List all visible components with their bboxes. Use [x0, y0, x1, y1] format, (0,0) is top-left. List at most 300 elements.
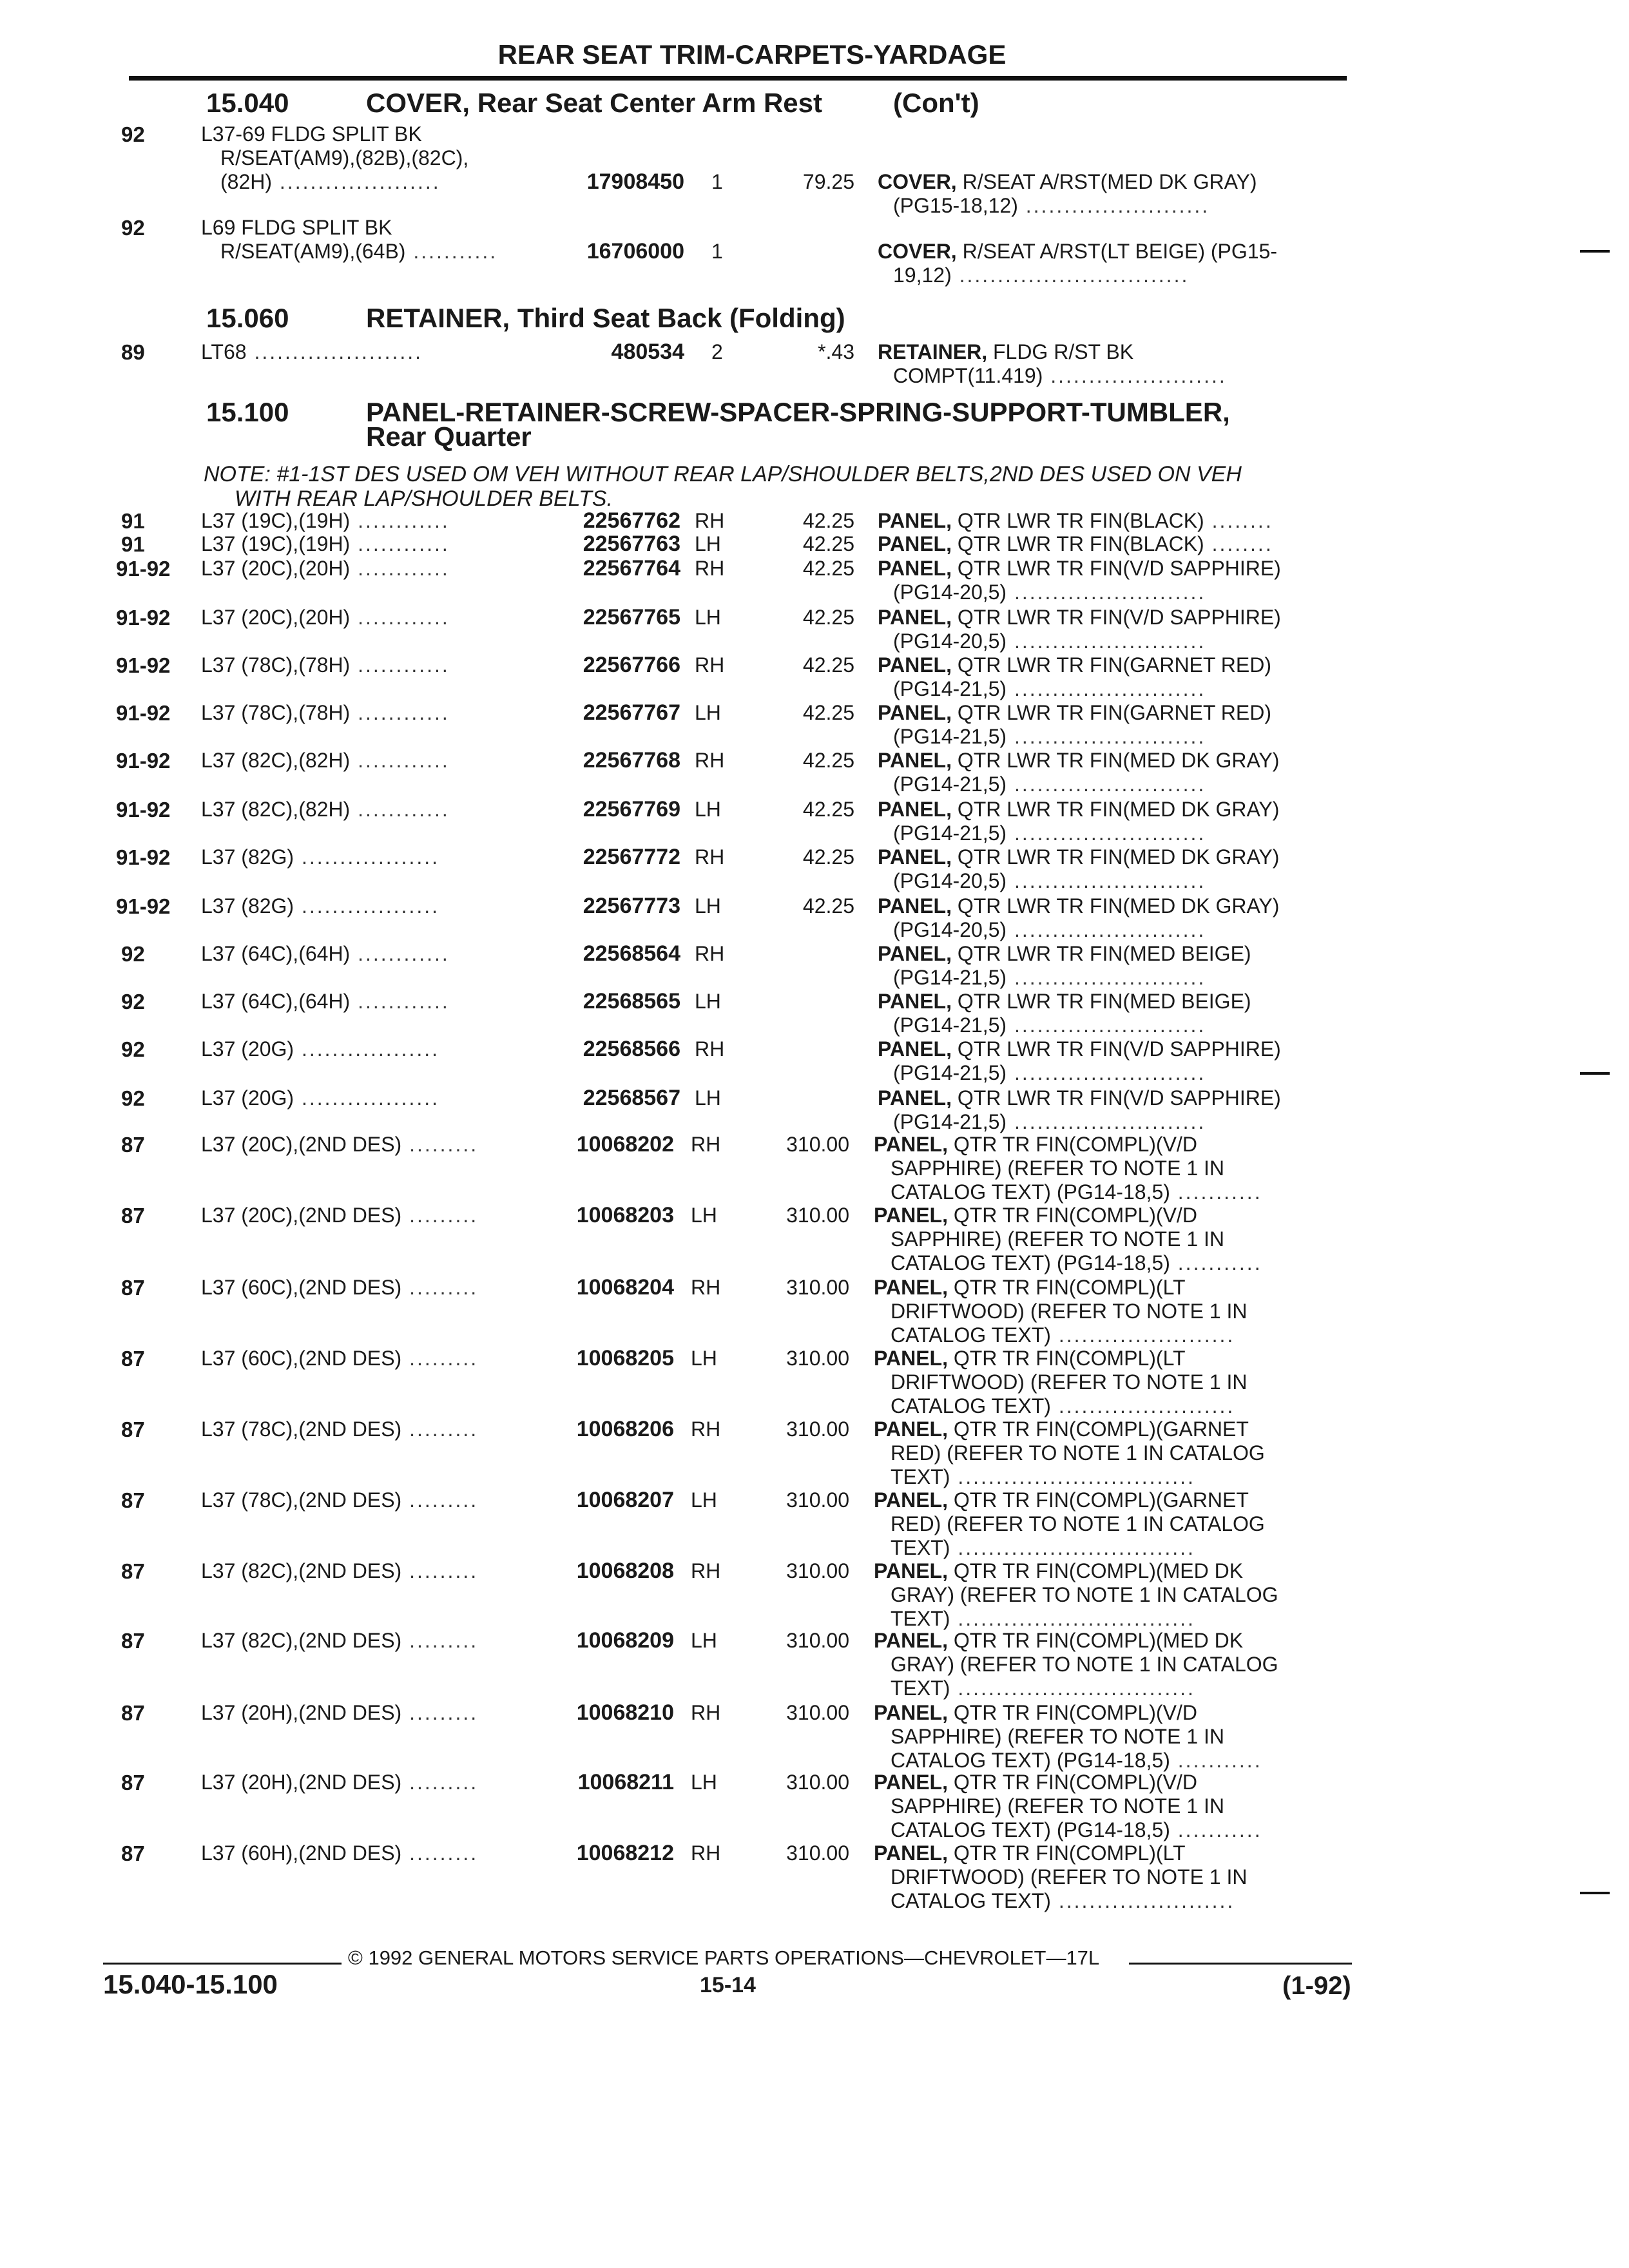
leader-dots: .......................: [1050, 1889, 1235, 1912]
usage-description: [201, 216, 497, 264]
part-number: 10068204: [576, 1275, 674, 1300]
illustration-number: 91-92: [116, 653, 171, 677]
section-title: COVER, Rear Seat Center Arm Rest: [366, 88, 823, 118]
usage-text: L37 (78C),(2ND DES): [201, 1488, 402, 1512]
usage-text: L37 (19C),(19H): [201, 532, 351, 555]
price: 310.00: [786, 1276, 849, 1299]
part-number: 10068202: [576, 1132, 674, 1157]
part-noun: RETAINER,: [878, 340, 988, 363]
part-number: 16706000: [586, 239, 684, 264]
leader-dots: ...............................: [950, 1465, 1195, 1488]
part-number: 10068211: [577, 1770, 674, 1794]
part-description: [874, 1559, 1349, 1631]
description-text: (PG14-20,5): [893, 869, 1007, 892]
price: 310.00: [786, 1133, 849, 1156]
part-noun: PANEL,: [878, 653, 952, 677]
quantity: RH: [695, 749, 725, 772]
illustration-number: 91: [121, 509, 145, 533]
part-noun: PANEL,: [874, 1133, 948, 1156]
leader-dots: ..................: [294, 845, 439, 869]
part-number: 22567768: [583, 748, 680, 773]
usage-description: [201, 122, 468, 194]
part-description: [878, 340, 1353, 388]
leader-dots: ........: [1204, 532, 1273, 555]
usage-description: [201, 1771, 478, 1794]
quantity: RH: [695, 557, 725, 580]
usage-description: [201, 509, 450, 533]
description-text: DRIFTWOOD) (REFER TO NOTE 1 IN: [891, 1300, 1248, 1323]
margin-mark: [1580, 250, 1610, 253]
description-text: QTR LWR TR FIN(MED DK GRAY): [957, 845, 1280, 869]
footer-date: (1-92): [1282, 1972, 1351, 2000]
part-description: [878, 942, 1353, 990]
leader-dots: ............: [350, 532, 450, 555]
part-description: [874, 1841, 1349, 1913]
usage-text: L37 (82C),(2ND DES): [201, 1629, 402, 1652]
illustration-number: 87: [121, 1418, 145, 1441]
leader-dots: .........: [401, 1841, 479, 1865]
usage-description: [201, 532, 450, 556]
illustration-number: 87: [121, 1488, 145, 1512]
part-description: [874, 1204, 1349, 1275]
description-text: QTR TR FIN(COMPL)(MED DK: [953, 1629, 1244, 1652]
usage-text: L37 (60H),(2ND DES): [201, 1841, 402, 1865]
leader-dots: .........................: [1007, 677, 1206, 700]
margin-mark: [1580, 1892, 1610, 1894]
illustration-number: 91-92: [116, 749, 171, 773]
price: 42.25: [802, 798, 854, 821]
price: 42.25: [802, 606, 854, 629]
leader-dots: .........: [401, 1701, 479, 1724]
description-text: QTR TR FIN(COMPL)(V/D: [953, 1701, 1197, 1724]
section-15-060: [206, 303, 845, 334]
illustration-number: 87: [121, 1204, 145, 1227]
illustration-number: 87: [121, 1771, 145, 1794]
description-text: SAPPHIRE) (REFER TO NOTE 1 IN: [891, 1227, 1225, 1251]
usage-description: [201, 606, 450, 629]
description-text: QTR LWR TR FIN(BLACK): [957, 509, 1204, 532]
illustration-number: 92: [121, 1037, 145, 1061]
part-noun: PANEL,: [878, 990, 952, 1013]
illustration-number: 92: [121, 1086, 145, 1110]
part-number: 22567762: [583, 508, 680, 533]
part-number: 10068203: [576, 1203, 674, 1227]
leader-dots: ...........: [1170, 1180, 1262, 1204]
note-line: WITH REAR LAP/SHOULDER BELTS.: [235, 486, 613, 511]
leader-dots: .......................: [1050, 1323, 1235, 1347]
quantity: LH: [695, 1086, 721, 1110]
description-text: (PG14-21,5): [893, 677, 1007, 700]
illustration-number: 91-92: [116, 606, 171, 629]
quantity: RH: [695, 1037, 725, 1061]
part-noun: PANEL,: [874, 1629, 948, 1652]
usage-description: [201, 557, 450, 581]
usage-description: [201, 1841, 478, 1865]
leader-dots: .........................: [1007, 1061, 1206, 1084]
footer-rule: [1129, 1963, 1352, 1965]
leader-dots: .........................: [1007, 581, 1206, 604]
usage-description: [201, 942, 450, 966]
usage-description: [201, 1086, 439, 1110]
part-number: 22567767: [583, 700, 680, 725]
margin-mark: [1580, 1072, 1610, 1075]
leader-dots: .........................: [1007, 629, 1206, 653]
usage-text: L37 (82C),(82H): [201, 798, 351, 821]
usage-text: L37 (60C),(2ND DES): [201, 1347, 402, 1370]
illustration-number: 92: [121, 990, 145, 1014]
leader-dots: ......................: [246, 340, 423, 363]
description-text: (PG14-20,5): [893, 918, 1007, 941]
usage-description: [201, 340, 423, 364]
leader-dots: ............: [350, 942, 450, 965]
illustration-number: 91-92: [116, 798, 171, 822]
footer-copyright: © 1992 GENERAL MOTORS SERVICE PARTS OPERATIONS—CHEVROLET—17L: [348, 1946, 1100, 1969]
leader-dots: .........................: [1007, 822, 1206, 845]
part-description: [878, 845, 1353, 893]
usage-text: L69 FLDG SPLIT BK: [201, 216, 392, 239]
part-number: 10068206: [576, 1417, 674, 1441]
description-text: (PG15-18,12): [893, 194, 1018, 217]
usage-text: L37 (20C),(2ND DES): [201, 1133, 402, 1156]
section-continued: (Con't): [893, 88, 979, 118]
usage-text: L37 (20G): [201, 1037, 294, 1061]
leader-dots: ........: [1204, 509, 1273, 532]
part-number: 22567773: [583, 894, 680, 918]
section-title: PANEL-RETAINER-SCREW-SPACER-SPRING-SUPPORT-TUMBLER,: [366, 397, 1230, 427]
part-description: [878, 990, 1353, 1037]
quantity: 1: [711, 240, 723, 263]
description-text: CATALOG TEXT) (PG14-18,5): [891, 1818, 1170, 1841]
description-text: TEXT): [891, 1536, 950, 1559]
usage-description: [201, 1559, 478, 1583]
leader-dots: ...........: [405, 240, 498, 263]
part-noun: COVER,: [878, 240, 957, 263]
price: 310.00: [786, 1204, 849, 1227]
part-description: [878, 532, 1353, 556]
description-text: COMPT(11.419): [893, 364, 1043, 387]
illustration-number: 87: [121, 1701, 145, 1725]
description-text: (PG14-21,5): [893, 1014, 1007, 1037]
illustration-number: 92: [121, 216, 145, 240]
quantity: RH: [691, 1133, 721, 1156]
part-number: 22568565: [583, 989, 680, 1014]
quantity: RH: [695, 942, 725, 965]
part-description: [874, 1771, 1349, 1842]
leader-dots: .........................: [1007, 773, 1206, 796]
part-number: 22567763: [583, 532, 680, 556]
illustration-number: 87: [121, 1629, 145, 1653]
price: 42.25: [802, 894, 854, 918]
price: 42.25: [802, 845, 854, 869]
description-text: CATALOG TEXT): [891, 1889, 1051, 1912]
leader-dots: ..................: [294, 1086, 439, 1110]
usage-text: L37 (20G): [201, 1086, 294, 1110]
usage-description: [201, 1204, 478, 1227]
leader-dots: .........................: [1007, 869, 1206, 892]
leader-dots: ........................: [1017, 194, 1210, 217]
footer-page-number: 15-14: [700, 1973, 756, 1997]
leader-dots: .........................: [1007, 918, 1206, 941]
leader-dots: .........................: [1007, 966, 1206, 989]
usage-description: [201, 1701, 478, 1725]
description-text: QTR TR FIN(COMPL)(MED DK: [953, 1559, 1244, 1582]
section-number: 15.040: [206, 88, 289, 118]
description-text: QTR LWR TR FIN(MED DK GRAY): [957, 894, 1280, 918]
quantity: RH: [695, 653, 725, 677]
part-description: [878, 1086, 1353, 1134]
description-text: R/SEAT A/RST(LT BEIGE) (PG15-: [962, 240, 1277, 263]
leader-dots: ...............................: [950, 1536, 1195, 1559]
leader-dots: .........: [401, 1559, 479, 1582]
part-noun: PANEL,: [874, 1204, 948, 1227]
note: [204, 462, 1364, 511]
leader-dots: .........: [401, 1418, 479, 1441]
quantity: RH: [691, 1701, 721, 1724]
description-text: (PG14-21,5): [893, 1110, 1007, 1133]
part-description: [874, 1629, 1349, 1700]
leader-dots: .........................: [1007, 1110, 1206, 1133]
usage-text: L37 (78C),(2ND DES): [201, 1418, 402, 1441]
part-description: [878, 170, 1353, 218]
description-text: DRIFTWOOD) (REFER TO NOTE 1 IN: [891, 1865, 1248, 1888]
illustration-number: 91-92: [116, 701, 171, 725]
leader-dots: ............: [350, 557, 450, 580]
part-noun: PANEL,: [874, 1347, 948, 1370]
illustration-number: 92: [121, 942, 145, 966]
description-text: SAPPHIRE) (REFER TO NOTE 1 IN: [891, 1157, 1225, 1180]
leader-dots: .........................: [1007, 725, 1206, 748]
part-description: [878, 240, 1353, 287]
price: 310.00: [786, 1488, 849, 1512]
price: 42.25: [802, 653, 854, 677]
usage-description: [201, 894, 439, 918]
part-description: [874, 1701, 1349, 1773]
leader-dots: ...........: [1170, 1251, 1262, 1274]
usage-text: L37 (78C),(78H): [201, 653, 351, 677]
description-text: TEXT): [891, 1677, 950, 1700]
illustration-number: 89: [121, 340, 145, 364]
quantity: LH: [691, 1771, 717, 1794]
part-noun: PANEL,: [878, 701, 952, 724]
leader-dots: ............: [350, 509, 450, 532]
section-number: 15.060: [206, 303, 289, 333]
description-text: QTR TR FIN(COMPL)(V/D: [953, 1204, 1197, 1227]
usage-text: L37-69 FLDG SPLIT BK: [201, 122, 422, 146]
quantity: 2: [711, 340, 723, 363]
part-noun: PANEL,: [878, 798, 952, 821]
price: 42.25: [802, 557, 854, 580]
part-description: [878, 653, 1353, 701]
part-description: [874, 1133, 1349, 1204]
part-description: [878, 749, 1353, 796]
leader-dots: ............: [350, 606, 450, 629]
illustration-number: 91-92: [116, 845, 171, 869]
part-noun: PANEL,: [874, 1559, 948, 1582]
leader-dots: ...........: [1170, 1749, 1262, 1772]
description-text: TEXT): [891, 1465, 950, 1488]
usage-text: L37 (82G): [201, 894, 294, 918]
usage-description: [201, 845, 439, 869]
quantity: RH: [695, 509, 725, 532]
quantity: LH: [691, 1629, 717, 1652]
part-number: 10068212: [576, 1841, 674, 1865]
part-number: 10068208: [576, 1559, 674, 1583]
usage-description: [201, 1629, 478, 1653]
price: *.43: [818, 340, 854, 363]
usage-text: L37 (20H),(2ND DES): [201, 1771, 402, 1794]
quantity: LH: [695, 894, 721, 918]
part-number: 22568566: [583, 1037, 680, 1061]
description-text: RED) (REFER TO NOTE 1 IN CATALOG: [891, 1441, 1265, 1465]
description-text: (PG14-21,5): [893, 773, 1007, 796]
usage-description: [201, 1037, 439, 1061]
quantity: LH: [691, 1347, 717, 1370]
leader-dots: .........: [401, 1133, 479, 1156]
quantity: RH: [691, 1841, 721, 1865]
part-number: 10068209: [576, 1628, 674, 1653]
description-text: DRIFTWOOD) (REFER TO NOTE 1 IN: [891, 1370, 1248, 1394]
usage-description: [201, 1488, 478, 1512]
quantity: LH: [695, 701, 721, 724]
description-text: FLDG R/ST BK: [992, 340, 1134, 363]
page-title: REAR SEAT TRIM-CARPETS-YARDAGE: [497, 39, 1007, 70]
quantity: RH: [691, 1418, 721, 1441]
section-number: 15.100: [206, 397, 289, 427]
description-text: QTR TR FIN(COMPL)(GARNET: [953, 1488, 1249, 1512]
part-description: [878, 798, 1353, 845]
leader-dots: .........: [401, 1488, 479, 1512]
part-noun: PANEL,: [874, 1488, 948, 1512]
usage-description: [201, 1347, 478, 1370]
usage-text: R/SEAT(AM9),(64B): [220, 240, 406, 263]
illustration-number: 87: [121, 1841, 145, 1865]
description-text: (PG14-20,5): [893, 629, 1007, 653]
part-description: [878, 557, 1353, 604]
part-noun: PANEL,: [878, 749, 952, 772]
leader-dots: .........: [401, 1771, 479, 1794]
part-noun: PANEL,: [878, 1086, 952, 1110]
description-text: QTR TR FIN(COMPL)(LT: [953, 1841, 1186, 1865]
note-line: NOTE: #1-1ST DES USED OM VEH WITHOUT REAR LAP/SHOULDER BELTS,2ND DES USED ON VEH: [204, 462, 1242, 486]
description-text: 19,12): [893, 264, 952, 287]
description-text: QTR LWR TR FIN(V/D SAPPHIRE): [957, 606, 1281, 629]
leader-dots: .........: [401, 1629, 479, 1652]
leader-dots: .........: [401, 1276, 479, 1299]
part-number: 22568564: [583, 941, 680, 966]
usage-text: L37 (20C),(20H): [201, 557, 351, 580]
part-description: [878, 701, 1353, 749]
usage-text: L37 (60C),(2ND DES): [201, 1276, 402, 1299]
description-text: CATALOG TEXT) (PG14-18,5): [891, 1749, 1170, 1772]
description-text: QTR LWR TR FIN(GARNET RED): [957, 653, 1271, 677]
price: 310.00: [786, 1629, 849, 1652]
usage-text: R/SEAT(AM9),(82B),(82C),: [220, 146, 469, 169]
usage-text: L37 (78C),(78H): [201, 701, 351, 724]
description-text: SAPPHIRE) (REFER TO NOTE 1 IN: [891, 1794, 1225, 1818]
part-description: [874, 1276, 1349, 1347]
description-text: QTR LWR TR FIN(MED BEIGE): [957, 942, 1251, 965]
description-text: (PG14-21,5): [893, 725, 1007, 748]
leader-dots: ..............................: [951, 264, 1190, 287]
leader-dots: ...............................: [950, 1677, 1195, 1700]
description-text: (PG14-20,5): [893, 581, 1007, 604]
part-description: [874, 1488, 1349, 1560]
part-description: [878, 1037, 1353, 1085]
description-text: QTR LWR TR FIN(V/D SAPPHIRE): [957, 557, 1281, 580]
part-number: 10068207: [576, 1488, 674, 1512]
part-number: 10068205: [576, 1346, 674, 1370]
section-15-100: [206, 397, 1230, 452]
usage-text: L37 (20C),(2ND DES): [201, 1204, 402, 1227]
illustration-number: 91-92: [116, 894, 171, 918]
part-number: 22567769: [583, 797, 680, 822]
description-text: QTR LWR TR FIN(V/D SAPPHIRE): [957, 1086, 1281, 1110]
quantity: RH: [695, 845, 725, 869]
part-number: 17908450: [586, 169, 684, 194]
part-number: 22567772: [583, 845, 680, 869]
price: 310.00: [786, 1771, 849, 1794]
description-text: CATALOG TEXT): [891, 1323, 1051, 1347]
usage-text: (82H): [220, 170, 273, 193]
price: 79.25: [802, 170, 854, 193]
leader-dots: ...........: [1170, 1818, 1262, 1841]
usage-description: [201, 749, 450, 773]
usage-description: [201, 701, 450, 725]
illustration-number: 87: [121, 1559, 145, 1583]
part-number: 22567764: [583, 556, 680, 581]
illustration-number: 91-92: [116, 557, 171, 581]
description-text: QTR LWR TR FIN(BLACK): [957, 532, 1204, 555]
leader-dots: .........: [401, 1347, 479, 1370]
leader-dots: .........................: [1007, 1014, 1206, 1037]
leader-dots: .......................: [1043, 364, 1227, 387]
part-noun: PANEL,: [878, 557, 952, 580]
part-noun: PANEL,: [874, 1276, 948, 1299]
leader-dots: ............: [350, 749, 450, 772]
usage-description: [201, 1418, 478, 1441]
usage-text: L37 (19C),(19H): [201, 509, 351, 532]
part-noun: PANEL,: [878, 942, 952, 965]
quantity: RH: [691, 1276, 721, 1299]
illustration-number: 87: [121, 1276, 145, 1300]
quantity: LH: [691, 1204, 717, 1227]
usage-text: L37 (64C),(64H): [201, 990, 351, 1013]
part-noun: PANEL,: [878, 509, 952, 532]
section-title: RETAINER, Third Seat Back (Folding): [366, 303, 845, 333]
price: 42.25: [802, 509, 854, 532]
usage-text: L37 (82G): [201, 845, 294, 869]
part-number: 10068210: [576, 1700, 674, 1725]
description-text: (PG14-21,5): [893, 966, 1007, 989]
part-description: [878, 606, 1353, 653]
usage-text: L37 (82C),(82H): [201, 749, 351, 772]
price: 310.00: [786, 1559, 849, 1582]
part-description: [878, 894, 1353, 942]
illustration-number: 87: [121, 1347, 145, 1370]
part-noun: PANEL,: [878, 1037, 952, 1061]
description-text: CATALOG TEXT) (PG14-18,5): [891, 1180, 1170, 1204]
leader-dots: ...............................: [950, 1607, 1195, 1630]
footer-rule: [103, 1963, 342, 1965]
description-text: QTR TR FIN(COMPL)(LT: [953, 1347, 1186, 1370]
usage-text: LT68: [201, 340, 247, 363]
quantity: LH: [695, 532, 721, 555]
description-text: (PG14-21,5): [893, 822, 1007, 845]
description-text: SAPPHIRE) (REFER TO NOTE 1 IN: [891, 1725, 1225, 1748]
description-text: QTR LWR TR FIN(MED DK GRAY): [957, 749, 1280, 772]
part-number: 480534: [611, 340, 684, 364]
illustration-number: 92: [121, 122, 145, 146]
